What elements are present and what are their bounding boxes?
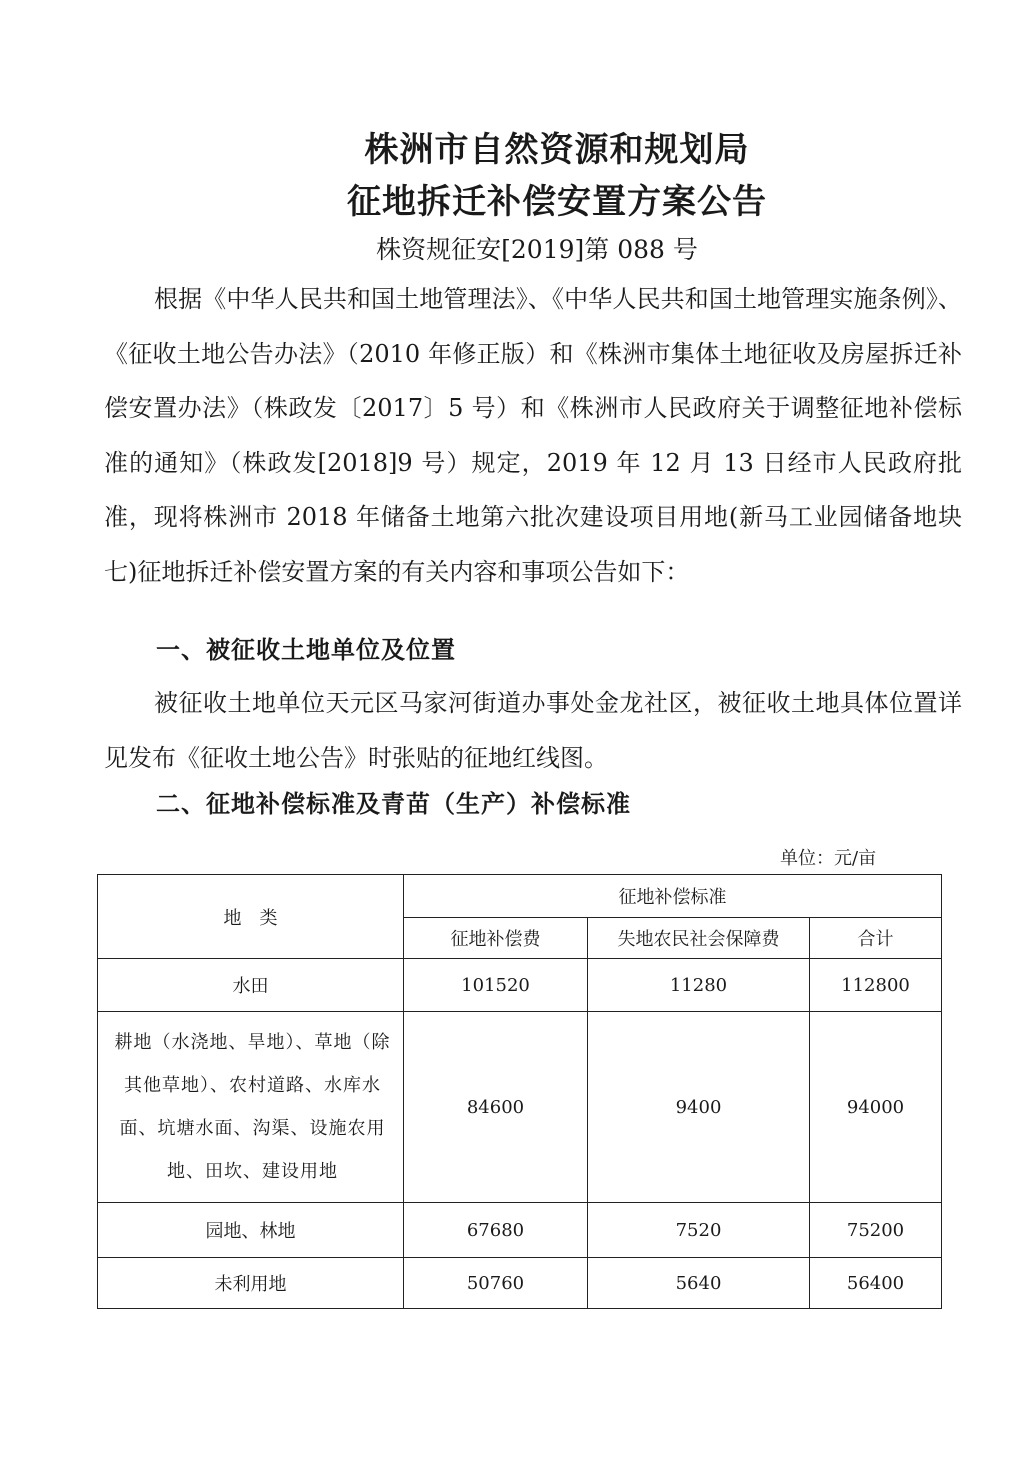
cell-social-security: 5640 xyxy=(588,1258,810,1309)
header-compensation-standard: 征地补偿标准 xyxy=(404,875,942,918)
table-row xyxy=(98,1258,942,1309)
header-compensation-fee: 征地补偿费 xyxy=(404,918,588,959)
paragraph-land-unit: 被征收土地单位天元区马家河街道办事处金龙社区，被征收土地具体位置详见发布《征收土地公告》时张贴的征地红线图。 xyxy=(104,689,962,772)
cell-land-type: 园地、林地 xyxy=(98,1203,404,1258)
header-total: 合计 xyxy=(810,918,942,959)
document-number: 株资规征安[2019]第 088 号 xyxy=(376,235,698,264)
cell-land-type: 未利用地 xyxy=(98,1258,404,1309)
cell-compensation: 50760 xyxy=(404,1258,588,1309)
cell-land-type: 水田 xyxy=(98,959,404,1012)
section-heading-compensation: 二、征地补偿标准及青苗（生产）补偿标准 xyxy=(156,790,631,818)
table-row xyxy=(98,1012,942,1203)
document-title-line1: 株洲市自然资源和规划局 xyxy=(364,130,750,170)
header-social-security-fee: 失地农民社会保障费 xyxy=(588,918,810,959)
header-land-type: 地 类 xyxy=(98,875,404,959)
compensation-table xyxy=(97,874,942,1309)
table-header-row xyxy=(98,875,942,918)
cell-total: 75200 xyxy=(810,1203,942,1258)
cell-social-security: 7520 xyxy=(588,1203,810,1258)
cell-compensation: 101520 xyxy=(404,959,588,1012)
cell-total: 94000 xyxy=(810,1012,942,1203)
document-title-line2: 征地拆迁补偿安置方案公告 xyxy=(347,182,767,222)
table-row xyxy=(98,959,942,1012)
table-row xyxy=(98,1203,942,1258)
unit-label: 单位：元/亩 xyxy=(780,848,877,869)
cell-social-security: 9400 xyxy=(588,1012,810,1203)
section-heading-land-unit: 一、被征收土地单位及位置 xyxy=(156,636,456,664)
cell-social-security: 11280 xyxy=(588,959,810,1012)
cell-total: 112800 xyxy=(810,959,942,1012)
cell-compensation: 67680 xyxy=(404,1203,588,1258)
paragraph-legal-basis: 根据《中华人民共和国土地管理法》、《中华人民共和国土地管理实施条例》、《征收土地公告办法》（2010 年修正版）和《株洲市集体土地征收及房屋拆迁补偿安置办法》（株政发〔2017〕5 号）和《株洲市人民政府关于调整征地补偿标准的通知》（株政发[2018]9 号）规定，2019 年 12 月 13 日经市人民政府批准，现将株洲市 2018 年储备土地第六批次建设项目用地(新马工业园储备地块七)征地拆迁补偿安置方案的有关内容和事项公告如下： xyxy=(104,285,962,586)
cell-land-type: 耕地（水浇地、旱地）、草地（除其他草地）、农村道路、水库水面、坑塘水面、沟渠、设施农用地、田坎、建设用地 xyxy=(98,1012,404,1203)
cell-compensation: 84600 xyxy=(404,1012,588,1203)
cell-total: 56400 xyxy=(810,1258,942,1309)
